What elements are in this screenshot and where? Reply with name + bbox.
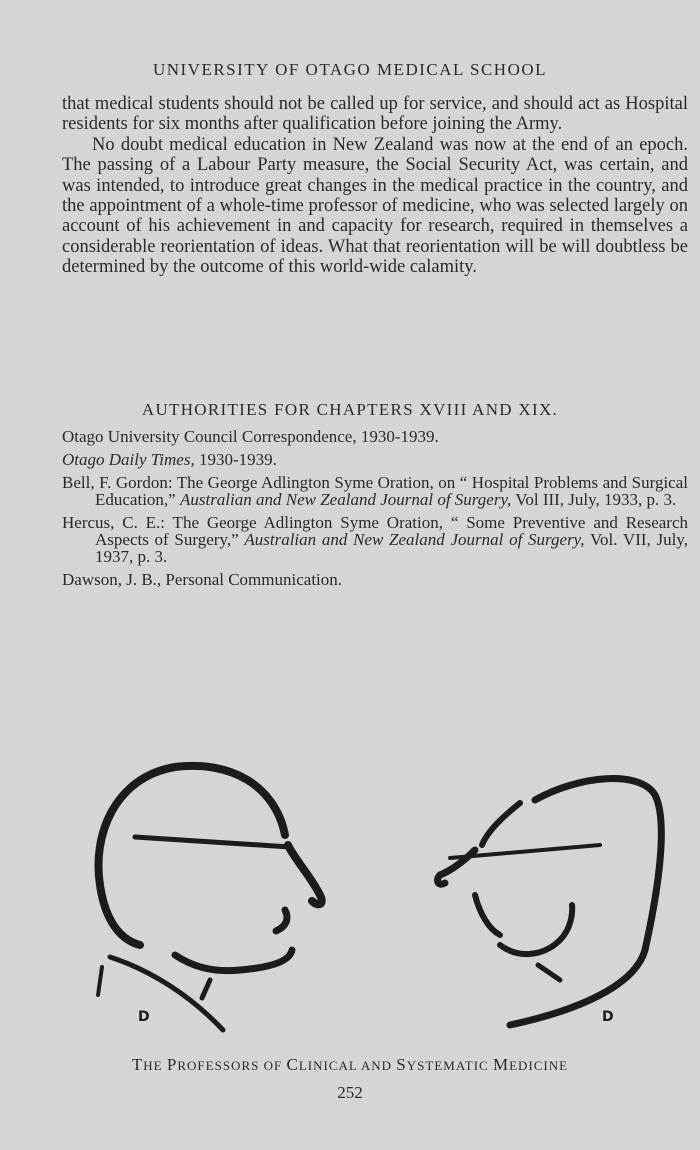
reference-text: Hercus, C. E.: The George Adlington Syme Oration, “ Some Preventive and Research Aspects of Surgery,” xyxy=(62,513,688,549)
left-tie xyxy=(202,980,210,998)
right-jaw xyxy=(500,905,572,954)
reference-journal: Australian and New Zealand Journal of Surgery, xyxy=(244,530,585,549)
left-head-outline xyxy=(98,766,285,945)
paragraph: No doubt medical education in New Zealand was now at the end of an epoch. The passing of a Labour Party measure, the Social Security Act, was certain, and was intended, to introduce great changes in the medical practice in the country, and the appointment of a whole-time professor of medicine, who was selected largely on account of his achievement in and capacity for research, required in themselves a considerable reorientation of ideas. What that reorientation will be will doubtless be determined by the outcome of this world-wide calamity. xyxy=(62,134,688,278)
right-brow xyxy=(482,803,520,845)
reference-text: Vol III, July, 1933, p. 3. xyxy=(511,490,677,509)
running-head: UNIVERSITY OF OTAGO MEDICAL SCHOOL xyxy=(152,60,548,79)
paragraph: that medical students should not be called up for service, and should act as Hospital residents for six months after qualification before joining the Army. xyxy=(62,94,688,135)
left-chin xyxy=(175,950,292,971)
reference-text: Otago University Council Correspondence, 1930-1939. xyxy=(62,427,439,446)
reference-title: Otago Daily Times, xyxy=(62,450,195,469)
reference-text: Dawson, J. B., Personal Communication. xyxy=(62,570,343,589)
signature-left: D xyxy=(138,1009,150,1025)
references-list xyxy=(62,428,688,594)
page-number: 252 xyxy=(337,1083,363,1102)
body-text xyxy=(62,94,688,278)
left-nose xyxy=(288,845,322,904)
caricature-illustration xyxy=(80,755,680,1045)
reference-journal: Australian and New Zealand Journal of Surgery, xyxy=(179,490,512,509)
right-mouth xyxy=(475,895,500,935)
reference-text: Vol. VII, July, 1937, p. 3. xyxy=(95,530,688,566)
reference-item xyxy=(62,474,688,508)
reference-item xyxy=(62,428,688,445)
left-glasses xyxy=(135,837,290,847)
reference-text: 1930-1939. xyxy=(194,450,277,469)
left-mouth xyxy=(276,910,287,931)
signature-right: D xyxy=(602,1009,614,1025)
reference-item xyxy=(62,451,688,468)
reference-item xyxy=(62,514,688,565)
right-head-outline xyxy=(510,779,661,1025)
left-neck xyxy=(98,967,102,995)
figure-caption: THE PROFESSORS OF CLINICAL AND SYSTEMATIC MEDICINE xyxy=(131,1055,569,1074)
reference-text: Bell, F. Gordon: The George Adlington Syme Oration, on “ Hospital Problems and Surgical Education,” xyxy=(62,473,688,509)
section-heading: AUTHORITIES FOR CHAPTERS XVIII AND XIX. xyxy=(141,400,559,419)
right-collar xyxy=(538,965,560,980)
right-nose xyxy=(438,850,475,884)
reference-item xyxy=(62,571,688,588)
